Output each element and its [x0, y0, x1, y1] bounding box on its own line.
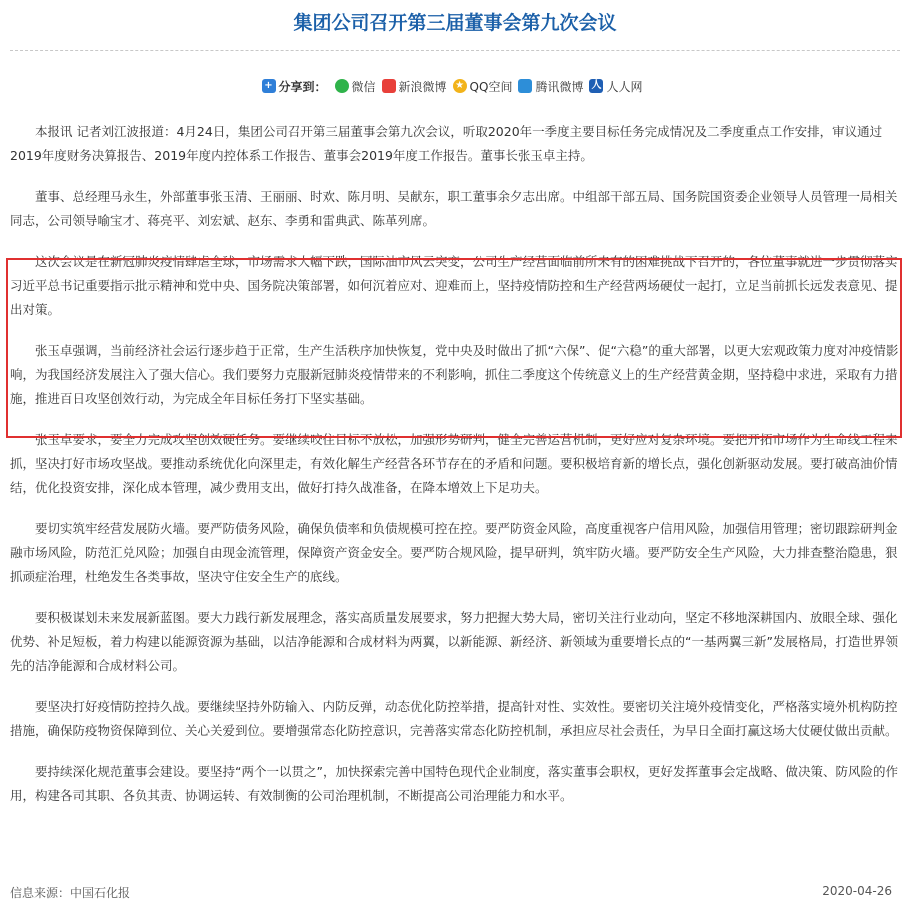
highlight-box [6, 258, 902, 438]
article-paragraph: 张玉卓要求，要全力完成攻坚创效硬任务。要继续咬住目标不放松，加强形势研判，健全完善运营机制，更好应对复杂环境。要把开拓市场作为生命线工程来抓，坚决打好市场攻坚战。要推动系统优化向深里走，有效化解生产经营各环节存在的矛盾和问题。要积极培育新的增长点，强化创新驱动发展。要打破高油价情结，优化投资安排，深化成本管理，减少费用支出，做好打持久战准备，在降本增效上下足功夫。 [10, 432, 898, 495]
article-paragraph: 张玉卓强调，当前经济社会运行逐步趋于正常，生产生活秩序加快恢复，党中央及时做出了抓“六保”、促“六稳”的重大部署，以更大宏观政策力度对冲疫情影响，为我国经济发展注入了强大信心。我们要努力克服新冠肺炎疫情带来的不利影响，抓住二季度这个传统意义上的生产经营黄金期，坚持稳中求进，采取有力措施，推进百日攻坚创效行动，为完成全年目标任务打下坚实基础。 [10, 343, 899, 406]
article-date: 2020-04-26 [822, 884, 892, 898]
article-paragraph: 要坚决打好疫情防控持久战。要继续坚持外防输入、内防反弹，动态优化防控举措，提高针对性、实效性。要密切关注境外疫情变化，严格落实境外机构防控措施，确保防疫物资保障到位、关心关爱到位。要增强常态化防控意识，完善落实常态化防控机制，承担应尽社会责任，为早日全面打赢这场大仗硬仗做出贡献。 [10, 699, 898, 738]
article-paragraph: 要积极谋划未来发展新蓝图。要大力践行新发展理念，落实高质量发展要求，努力把握大势大局，密切关注行业动向，坚定不移地深耕国内、放眼全球、强化优势、补足短板，着力构建以能源资源为基础，以洁净能源和合成材料为两翼，以新能源、新经济、新领域为重要增长点的“一基两翼三新”发展格局，打造世界领先的洁净能源和合成材料公司。 [10, 610, 898, 673]
article-source: 信息来源：中国石化报 [10, 886, 131, 900]
article-body [10, 120, 900, 825]
article-paragraph: 要持续深化规范董事会建设。要坚持“两个一以贯之”，加快探索完善中国特色现代企业制度，落实董事会职权，更好发挥董事会定战略、做决策、防风险的作用，构建各司其职、各负其责、协调运转、有效制衡的公司治理机制，不断提高公司治理能力和水平。 [10, 764, 898, 803]
share-bar [0, 76, 910, 96]
share-tencent-weibo-button[interactable]: 腾讯微博 [518, 78, 583, 95]
sina-weibo-icon [382, 79, 396, 93]
share-wechat-button[interactable]: 微信 [335, 78, 376, 95]
renren-icon: 人 [591, 80, 602, 91]
title-divider [10, 50, 900, 51]
article-paragraph: 这次会议是在新冠肺炎疫情肆虐全球，市场需求大幅下跌，国际油市风云突变，公司生产经营面临前所未有的困难挑战下召开的，各位董事就进一步贯彻落实习近平总书记重要指示批示精神和党中央、国务院决策部署，如何沉着应对、迎难而上，坚持疫情防控和生产经营两场硬仗一起打，立足当前抓长远发表意见、提出对策。 [10, 254, 898, 317]
tencent-weibo-icon [518, 79, 532, 93]
share-sina-weibo-button[interactable]: 新浪微博 [382, 78, 447, 95]
wechat-icon [335, 79, 349, 93]
share-plus-icon: + [262, 79, 276, 93]
share-label: + 分享到： [262, 78, 327, 95]
article-paragraph: 董事、总经理马永生，外部董事张玉清、王丽丽、时欢、陈月明、吴献东，职工董事余夕志出席。中组部干部五局、国务院国资委企业领导人员管理一局相关同志，公司领导喻宝才、蒋亮平、刘宏斌、赵东、李勇和雷典武、陈革列席。 [10, 189, 898, 228]
share-qzone-button[interactable]: ★ QQ空间 [453, 78, 513, 95]
share-renren-button[interactable]: 人 人人网 [591, 79, 643, 94]
article-paragraph: 本报讯 记者刘江波报道：4月24日，集团公司召开第三届董事会第九次会议，听取2020年一季度主要目标任务完成情况及二季度重点工作安排，审议通过2019年度财务决算报告、2019年度内控体系工作报告、董事会2019年度工作报告。董事长张玉卓主持。 [10, 124, 883, 163]
article-paragraph: 要切实筑牢经营发展防火墙。要严防债务风险，确保负债率和负债规模可控在控。要严防资金风险，高度重视客户信用风险，加强信用管理；密切跟踪研判金融市场风险，防范汇兑风险；加强自由现金流管理，保障资产资金安全。要严防合规风险，提早研判，筑牢防火墙。要严防安全生产风险，大力排查整治隐患，狠抓顽症治理，杜绝发生各类事故，坚决守住安全生产的底线。 [10, 521, 898, 584]
page-title: 集团公司召开第三届董事会第九次会议 [293, 12, 617, 34]
qzone-icon: ★ [453, 79, 467, 93]
